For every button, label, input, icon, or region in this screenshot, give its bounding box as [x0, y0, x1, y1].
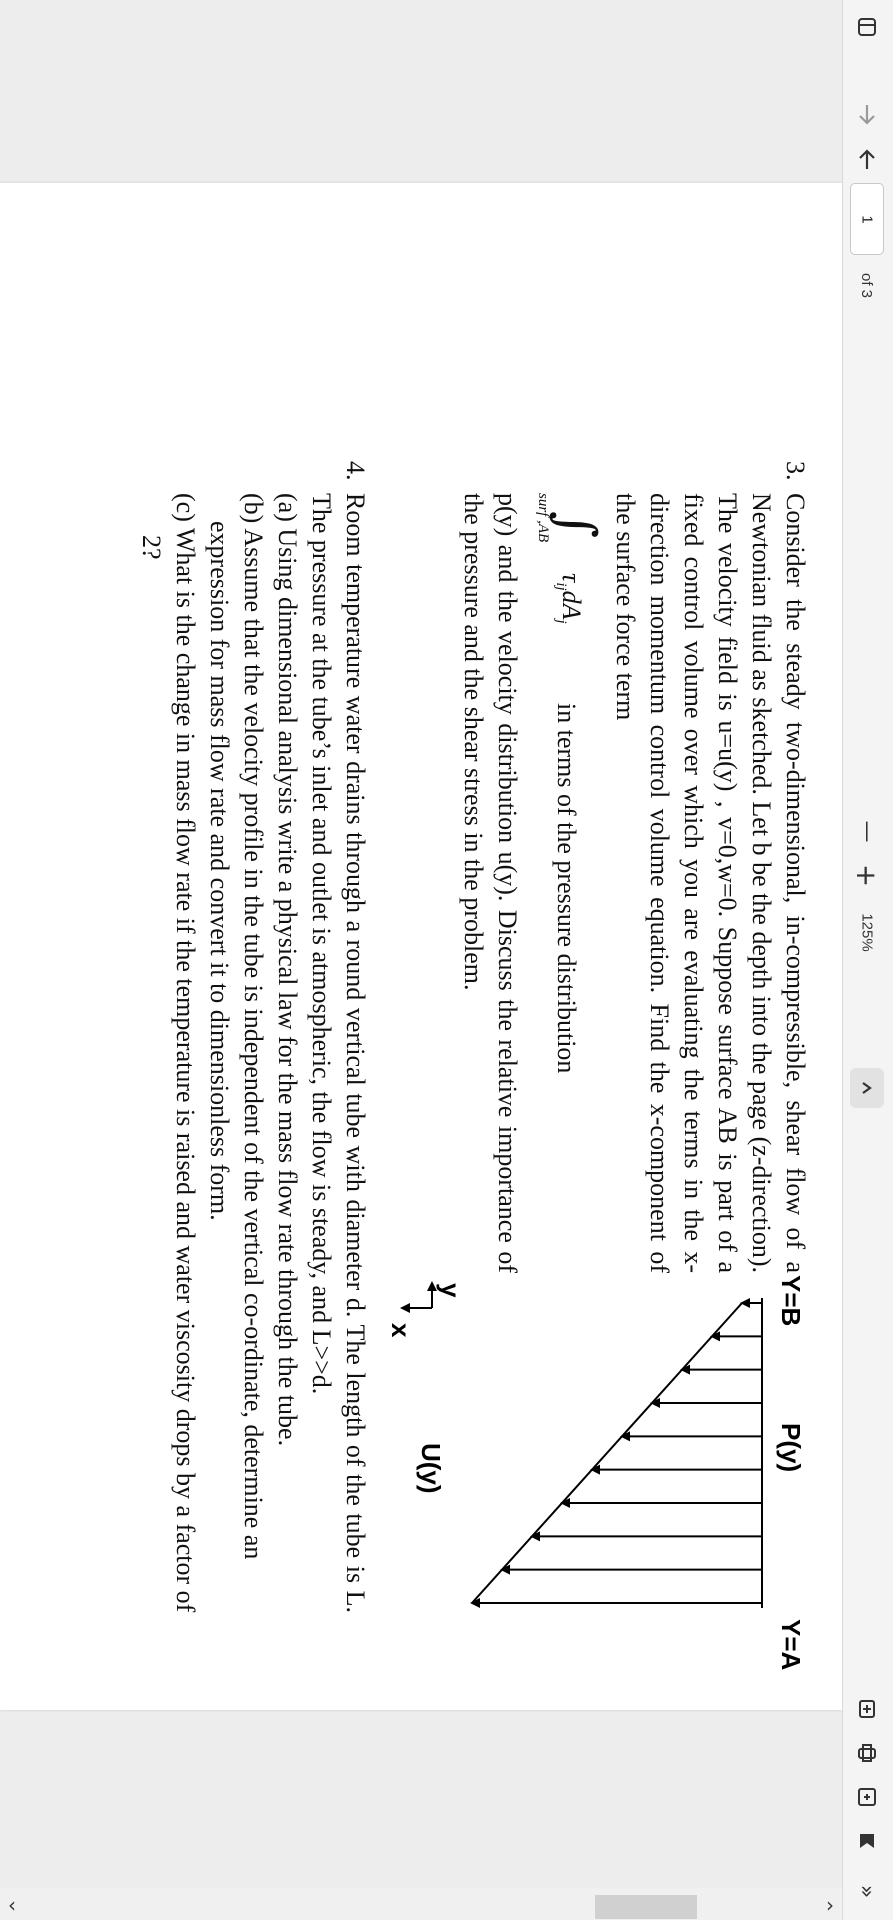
page-count: of 3	[858, 272, 876, 298]
page-content	[0, 183, 842, 1710]
scroll-left-icon[interactable]: ‹	[8, 1893, 16, 1917]
sidebar-toggle-icon[interactable]	[850, 10, 884, 44]
integral-sign: ∫	[546, 511, 606, 539]
velocity-profile-line	[472, 1303, 742, 1603]
label-y-b: Y=B	[776, 1275, 806, 1327]
question-3	[456, 461, 812, 1273]
zoom-out-button[interactable]: —	[854, 820, 880, 842]
question-number: 4.	[341, 461, 370, 481]
axis-x-label: x	[386, 1323, 416, 1338]
label-velocity: U(y)	[416, 1443, 446, 1494]
part-c: (c) What is the change in mass flow rate if the temperature is raised and water viscosity drops by a factor of 2?	[137, 493, 200, 1613]
print-icon[interactable]	[850, 1736, 884, 1770]
zoom-level[interactable]: 125%	[858, 912, 876, 952]
question-number: 3.	[781, 461, 810, 481]
label-y-a: Y=A	[776, 1619, 806, 1671]
part-b: (b) Assume that the velocity profile in the tube is independent of the vertical co-ordinate, determine an expression for mass flow rate and convert it to dimensionless form.	[205, 493, 268, 1560]
question-4	[134, 461, 372, 1613]
axis-y-label: y	[436, 1283, 466, 1298]
zoom-in-button[interactable]: +	[850, 863, 884, 887]
scrollbar-thumb[interactable]	[595, 1895, 697, 1919]
scroll-right-icon[interactable]: ›	[826, 1893, 834, 1917]
zoom-dropdown-icon[interactable]	[850, 1068, 884, 1108]
integrand: $\tau_{ij}dA_j$	[552, 573, 587, 624]
document-page	[0, 183, 842, 1710]
page-number-value[interactable]: 1	[858, 214, 876, 224]
arrow-forward-icon[interactable]	[850, 98, 884, 132]
part-a: (a) Using dimensional analysis write a physical law for the mass flow rate through the tube.	[273, 493, 302, 1447]
question-text: Room temperature water drains through a round vertical tube with diameter d. The length of the tube is L. The pressure at the tube’s inlet and outlet is atmospheric, the flow is steady, and L>>d.	[307, 493, 370, 1613]
label-pressure: P(y)	[776, 1423, 806, 1473]
surface-force-formula	[524, 493, 608, 1273]
save-icon[interactable]	[850, 1780, 884, 1814]
horizontal-scrollbar[interactable]	[0, 1888, 842, 1920]
draw-icon[interactable]	[850, 1692, 884, 1726]
integral-subscript: surf ,AB	[535, 493, 551, 543]
shear-flow-diagram	[386, 1273, 832, 1693]
arrow-back-icon[interactable]	[850, 142, 884, 176]
question-text: Consider the steady two-dimensional, in-compressible, shear flow of a Newtonian fluid as sketched. Let b be the depth into the page (z-direction). The velocity field is u=u(y) , v=0,w=0. Suppose surface AB is part of a fixed control volume over which you are evaluating the terms in the x-direction momentum control volume equation. Find the x-component of the surface force term	[611, 493, 810, 1273]
question-text-continued: p(y) and the velocity distribution u(y). Discuss the relative importance of the pressure and the shear stress in the problem.	[459, 493, 522, 1273]
page-number-input[interactable]	[850, 183, 884, 255]
bookmark-icon[interactable]	[850, 1826, 884, 1856]
formula-tail: in terms of the pressure distribution	[552, 703, 581, 1074]
more-tools-icon[interactable]: »	[854, 1884, 880, 1898]
integral	[524, 493, 608, 573]
